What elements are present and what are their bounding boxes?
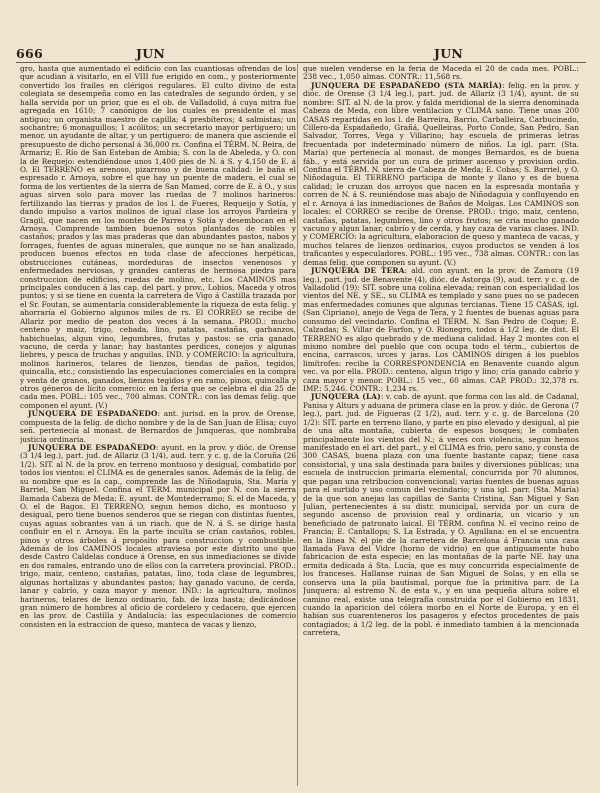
page-header <box>14 46 586 60</box>
entry-title: JUNQUERA DE ESPADAÑEDO <box>28 442 156 452</box>
page-number: 666 <box>16 46 43 61</box>
continued-paragraph <box>20 65 296 410</box>
paragraph-text: gro, hasta que aumentado el edificio con las cuantiosas ofrendas de los que acudian á visitarlo, en el VIII fue erigido en com., y posteriormente convertido los frailes en clérigos regulares. El culto divino de esta colegiata se desempeña como en las catedrales de segundo órden, y se halla servida por un prior, que es el ob. de Valladolid, á cuya mitra fue agregada en 1610; 7 canónigos de los cuales es presidente el mas antiguo; un organista maestro de capilla; 4 presbíteros; 4 salmistas; un sochantre; 6 monaguillos; 1 acólitos; un secretario mayor pertiguero; un menor, un ayudante de altar, y un pertiguero: de manera que asciende el presupuesto de dicho personal á 36,000 rs. Confina el TÉRM. N. Beira, de Armariz; E. Río de San Esteban de Ambia; S. con la de Abeleda, y O. con la de Requejo: estendiéndose unos 1,400 pies de N. á S. y 4,150 de E. á O. El TERRENO es arenoso, pizarroso y de buena calidad: le baña el espresado r. Arnoya, sobre el que hay un puente de madera, el cual se forma de los vertientes de la sierra de San Mamed, corre de E. á O., y sus aguas sirven solo para mover las ruedas de 7 molinos harineros: fertilizando las tierras y prados de los l. de Fueres, Requeijo y Sotía, y dando impulso a varios molinos de igual clase los arroyos Pardeira y Gragil, que nacen en los montes de Parrea y Sotía y desembocan en el Arnoya. Comprende tambien buenos sotos plantados de robles y castaños; prados y las mas praderas que dan abundantes pastos, nabos y forrages, fuentes de aguas minerales, que aunque no se han analizado, producen buenos efectos en toda clase de afecciones herpéticas, obstrucciones cutáneas, mordeduras de insectos venenosos y enfermedades nerviosas, y grandes canteras de hermosa piedra para construccion de edificios, ruedas de molino, etc. Los CAMINOS mas principales conducen á las cap. del part. y prov., Lobios, Maceda y otros puntos; y si se tiene en cuenta la carretera de Vigo á Castilla trazada por el Sr. Foutan, se aumentaría considerablemente la riqueza de esta felig. y ahorraría el Gobierno algunos miles de rs. El CORREO se recibe de Allariz por medio de peaton dos veces á la semana. PROD.: mucho centeno y maiz, trigo, cebada, lino, patatas, castañas, garbanzos, habichuelas, algun vino, legumbres, frutas y pastos: se cría ganado vacuno, de cerda y lanar; hay bastantes perdices, conejos y algunas liebres, y pesca de truchas y anguilas. IND. y COMERCIO: la agricultura, molinos harineros, telares de lienzos, tiendas de paños, tegidos, quincalla, etc.; consistiendo las especulaciones comerciales en la compra y venta de granos, ganados, lienzos tegidos y en ramo, pinos, quincalla y otros géneros de lícito comercio: en la feria que se celebra el dia 25 de cada mes. POBL.: 105 vec., 700 almas. CONTR.: con las demas felig. que componen el ayunt. (V.) <box>20 65 296 410</box>
column-divider <box>297 64 298 786</box>
dictionary-entry <box>303 82 579 267</box>
paragraph-text: que suelen venderse en la feria de Maceda el 20 de cada mes. POBL.: 238 vec., 1,050 almas. CONTR.: 11,568 rs. <box>303 65 579 82</box>
entry-text: : felig. en la prov. y dióc. de Orense (3 1/4 leg.), part. jud. de Allariz (3 1/4), ayunt. de su nombre: SIT. al N. de la prov. y falda meridional de la sierra denominada Cabeza de Meda, con libre ventilacion y CLIMA sano. Tiene unas 200 CASAS repartidas en los l. de Barreira, Barrio, Carballeira, Carbucinedo, Cillero-da Espadañedo, Grañá, Quelleiras, Porto Conde, San Pedro, San Salvador, Torres, Vega y Villarino; hay escuela de primeras letras frecuentada por indeterminado número de niños. La igl. parr. (Sta. María) que pertenecía al monast. de monges Bernardos, es de buena fáb., y está servida por un cura de primer ascenso y provision ordin. Confina el TÉRM. N. sierra de Cabeza de Meda; E. Cobas; S. Barriel, y O. Niñodaguia. El TERRENO participa de monte y llano y es de buena calidad; le cruzan dos arroyos que nacen en la espresada montaña y corren de N. á S. reuniéndose mas abajo de Niñodaguia y confluyendo en el r. Arnoya á las inmediaciones de Baños de Molgas. Los CAMINOS son locales: el CORREO se recibe de Orense. PROD.: trigo, maiz, centeno, castañas, patatas, legumbres, lino y otros frutos; se cría mucho ganado vacuno y algun lanar, cabrío y de cerda, y hay caza de varias clases. IND. y COMERCIO: la agricultura, elaboracion de queso y manteca de vacas, y muchos telares de lienzos ordinarios, cuyos productos se venden á los traficantes y especuladores. POBL.: 195 vec., 738 almas. CONTR.: con las demas felig. que componen su ayunt. (V.) <box>303 80 579 267</box>
header-rule <box>16 62 586 63</box>
dictionary-entry <box>20 410 296 444</box>
entry-text: : v. cab. de ayunt. que forma con las ald. de Cadanal, Panisa y Alturs y aduana de primera clase en la prov. y dióc. de Gerona (7 leg.), part. jud. de Figueras (2 1/2), aud. terr. y c. g. de Barcelona (20 1/2): SIT. parte en terreno llano, y parte en piso elevado y desigual, al pie de una alta montaña, cubierta de espesos bosques; le combaten principalmente los vientos del N.; á veces con violencia, segun hemos manifestado en el art. del part., y el CLIMA es frio, pero sano, y consta de 300 CASAS, buena plaza con una fuente bastante capaz; tiene casa consistorial, y una sala destinada para bailes y diversiones públicas; una escuela de instruccion primaria elemental, concurrida por 70 alumnos, que pagan una retribucion convencional; varias fuentes de buenas aguas para el surtido y uso comun del vecindario; y una igl. parr. (Sta. María) de la que son anejas las capillas de Santa Cristina, San Miguel y San Julian, pertenecientes á su distr. municipal, servida por un cura de segundo ascenso de provision real y ordinaria, un vicario y un beneficiado de patronato laical. El TÉRM. confina N. el vecino reino de Francia; E. Cantallops; S. La Estrada, y O. Agullana: en el se encuentra en la linea N. el pie de la carretera de Barcelona á Francia una casa llamada Fava del Vidre (horno de vidrio) en que antiguamente hubo fabricacion de esta especie; en las montañas de la parte NE. hay una ermita dedicada á Sta. Lucía, que es muy concurrida especialmente de los franceses. Hallanse ruinas de San Miguel de Solas, y en ella se conserva una la pila bautismal, porque fue la primitiva parr. de La Junquera: al estremo N. de esta v., y en una pequeña altura sobre el camino real, existe una telegrafía construida por el Gobierno en 1831, cuando la aparicion del cólera morbo en el Norte de Europa, y en él habían sus cuarenteneros los pasageros y efectos procedentes de país contagiados; á 1/2 leg. de la pobl. é inmediato tambien á la mencionada carretera, <box>303 392 579 638</box>
dictionary-entry <box>20 444 296 629</box>
running-headword-left: JUN <box>136 46 166 61</box>
left-column <box>20 65 296 783</box>
dictionary-entry <box>303 393 579 637</box>
entry-title: JUNQUERA DE ESPADAÑEDO (STA MARÍA) <box>311 80 503 90</box>
entry-text: : ant. jurisd. en la prov. de Orense, compuesta de la felig. de dicho nombre y de la de San Juan de Elisa; cuyo señ. pertenecía al monast. de Bernardos de Junqueras, que nombraba justicia ordinaria. <box>20 409 296 444</box>
continued-paragraph <box>303 65 579 82</box>
entry-title: JUNQUERA (LA) <box>311 392 381 402</box>
right-column <box>303 65 579 783</box>
entry-text: : ald. con ayunt. en la prov. de Zamora (19 leg.), part. jud. de Benavente (4), dióc. de Astorga (9), aud. terr. y c. g. de Valladolid (19): SIT. sobre una colina elevada; reinan con especialidad los vientos del NE. y SE., su CLIMA es templado y sano pues no se padecen mas enfermedades comunes que algunas tercianas. Tiene 15 CASAS, igl. (San Cipriano), anejo de Vega de Tera, y 2 fuentes de buenas aguas para consumo del vecindario. Confina el TÉRM. N. San Pedro de Coque; E. Calzadas; S. Villar de Farfon, y O. Rionegro, todos á 1/2 leg. de dist. El TERRENO es algo quebrado y de mediana calidad. Hay 2 montes con el mismo nombre del pueblo que con ocupa todo el térm., cubiertos de encina, carrascos, urces y jaras. Los CAMINOS dirigen á los pueblos limítrofes: recibe la CORRESPONDENCIA en Benavente cuando algun vec. va por ella. PROD.: centeno, algun trigo y lino; cría ganado cabrío y caza mayor y menor. POBL.: 15 vec., 60 almas. CAP. PROD.: 32,378 rs. IMP.: 5,246. CONTR.: 1,234 rs. <box>303 266 579 394</box>
entry-title: JUNQUERA DE TERA <box>311 266 405 276</box>
entry-title: JUNQUERA DE ESPADAÑEDO <box>28 409 158 419</box>
running-headword-right: JUN <box>434 46 464 61</box>
entry-text: : ayunt. en la prov. y dióc. de Orense (3 1/4 leg.), part. jud. de Allariz (3 1/4), aud. terr. y c. g. de la Coruña (26 1/2). SIT. al N. de la prov. en terreno montuoso y desigual, combatido por todos los vientos: el CLIMA es de generales sanos. Además de la felig. de su nombre que es la cap., comprende las de Niñodaguia, Sta. María y Barriel, San Miguel. Confina el TÉRM. municipal por N. con la sierra llamada Cabeza de Meda; E. ayunt. de Montederramo; S. el de Maceda, y O. el de Bagos. El TERRENO, segun hemos dicho, es montuoso y desigual, pero tiene buenos senderos que se riegan con distintas fuentes, cuyas aguas sobrantes van á un riach. que de N. á S. se dirige hasta confluir en el r. Arnoya. En la parte inculta se crían castaños, robles, pinos y otros árboles á propósito para construccion y combustible. Además de los CAMINOS locales atraviesa por este distrito uno que desde Castro Caldelas conduce á Orense, en sus inmediaciones se divide en dos ramales, entrando uno de ellos con la carretera provincial. PROD.: trigo, maiz, centeno, castañas, patatas, lino, toda clase de legumbres, algunas hortalizas y abundantes pastos; hay ganado vacuno, de cerda, lanar y cabrío, y caza mayor y menor. IND.: la agricultura, molinos harineros, telares de lienzo ordinario, fab. de loza basta; dedicándose gran número de hombres al oficio de cordelero y cedacero, que ejercen en las prov. de Castilla y Andalucía: las especulaciones de comercio consisten en la estraccion de queso, manteca de vacas y lienzo, <box>20 442 296 629</box>
dictionary-entry <box>303 267 579 393</box>
